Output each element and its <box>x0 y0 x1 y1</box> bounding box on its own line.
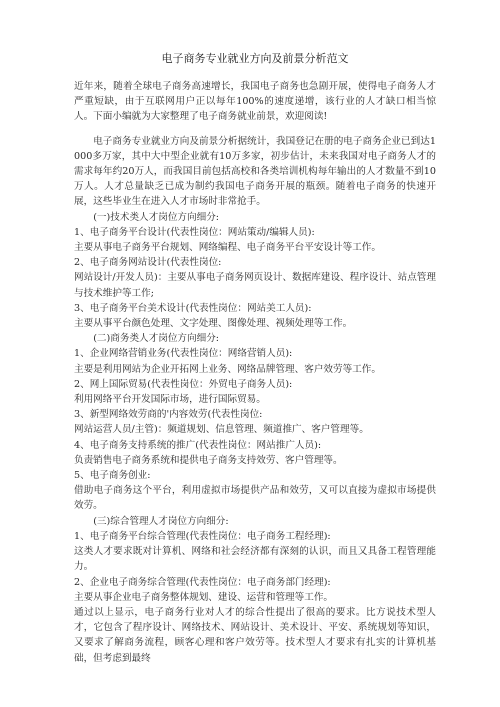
paragraph: 电子商务专业就业方向及前景分析据统计，我国登记在册的电子商务企业已到达1000多万家，其中大中型企业就有10万多家，初步估计，未来我国对电子商务人才的需求每年约20万人，而我国目前包括高校和各类培训机构每年输出的人才数量不到10万人。人才总量缺乏已成为制约我国电子商务开展的瓶颈。随着电子商务的快速开展，这些毕业生在进入人才市场时非常抢手。 <box>74 135 436 208</box>
document-title: 电子商务专业就业方向及前景分析范文 <box>161 52 349 65</box>
paragraph: 1、电子商务平台设计(代表性岗位：网站策动/编辑人员): <box>74 226 315 238</box>
document-body <box>74 79 436 666</box>
paragraph: 3、新型网络效劳商的'内容效劳(代表性岗位: <box>74 409 263 421</box>
paragraph: 主要从事平台颜色处理、文字处理、图像处理、视频处理等工作。 <box>74 318 353 330</box>
paragraph: 主要是利用网站为企业开拓网上业务、网络品牌管理、客户效劳等工作。 <box>74 363 381 375</box>
paragraph: 4、电子商务支持系统的推广(代表性岗位：网站推广人员): <box>74 439 322 451</box>
paragraph: 网站设计/开发人员)：主要从事电子商务网页设计、数据库建设、程序设计、站点管理与技术维护等工作; <box>74 272 436 299</box>
paragraph: (二)商务类人才岗位方向细分: <box>93 333 220 345</box>
paragraph: 5、电子商务创业: <box>74 470 151 482</box>
paragraph: 借助电子商务这个平台，利用虚拟市场提供产品和效劳，又可以直接为虚拟市场提供效劳。 <box>74 485 436 512</box>
paragraph: (一)技术类人才岗位方向细分: <box>93 211 220 223</box>
paragraph: 2、网上国际贸易(代表性岗位：外贸电子商务人员): <box>74 378 293 390</box>
paragraph: (三)综合管理人才岗位方向细分: <box>93 515 229 527</box>
paragraph: 2、电子商务网站设计(代表性岗位: <box>74 257 222 269</box>
paragraph: 2、企业电子商务综合管理(代表性岗位：电子商务部门经理): <box>74 576 331 588</box>
paragraph: 主要从事电子商务平台规划、网络编程、电子商务平台平安设计等工作。 <box>74 242 381 254</box>
paragraph: 网站运营人员/主管)：频道规划、信息管理、频道推广、客户管理等。 <box>74 424 369 436</box>
paragraph: 通过以上显示，电子商务行业对人才的综合性提出了很高的要求。比方说技术型人才，它包含了程序设计、网络技术、网站设计、美术设计、平安、系统规划等知识，又要求了解商务流程，顾客心理和客户效劳等。技术型人才要求有扎实的计算机基础，但考虑到最终 <box>74 606 436 664</box>
paragraph: 这类人才要求既对计算机、网络和社会经济都有深刻的认识，而且又具备工程管理能力。 <box>74 546 436 573</box>
paragraph: 1、企业网络营销业务(代表性岗位：网络营销人员): <box>74 348 293 360</box>
paragraph: 近年来，随着全球电子商务高速增长，我国电子商务也急剧开展，使得电子商务人才严重短缺，由于互联网用户正以每年100%的速度递增，该行业的人才缺口相当惊人。下面小编就为大家整理了电子商务就业前景，欢迎阅读! <box>74 81 436 123</box>
paragraph: 负责销售电子商务系统和提供电子商务支持效劳、客户管理等。 <box>74 454 343 466</box>
paragraph: 1、电子商务平台综合管理(代表性岗位：电子商务工程经理): <box>74 530 331 542</box>
paragraph: 主要从事企业电子商务整体规划、建设、运营和管理等工作。 <box>74 591 334 603</box>
paragraph: 3、电子商务平台美术设计(代表性岗位：网站美工人员): <box>74 302 312 314</box>
paragraph: 利用网络平台开发国际市场，进行国际贸易。 <box>74 394 266 406</box>
